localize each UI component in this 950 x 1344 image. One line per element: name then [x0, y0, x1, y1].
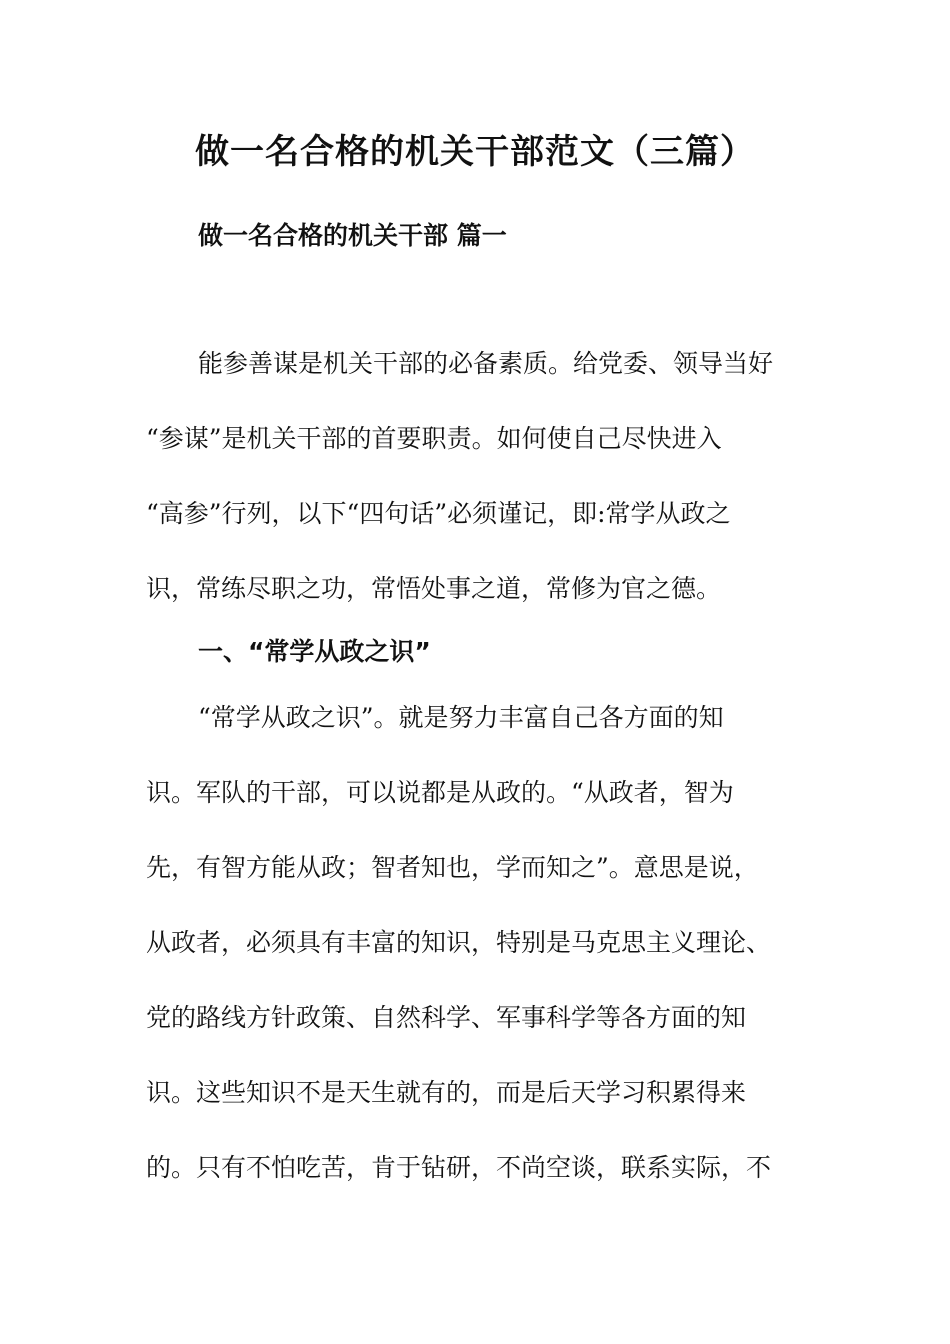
paragraph-line: 先，有智方能从政；智者知也，学而知之”。意思是说， — [146, 853, 759, 882]
paragraph-line: 的。只有不怕吃苦，肯于钻研，不尚空谈，联系实际，不 — [146, 1153, 772, 1182]
paragraph-line: “高参”行列，以下“四句话”必须谨记，即:常学从政之 — [146, 499, 731, 528]
paragraph-line: 能参善谋是机关干部的必备素质。给党委、领导当好 — [198, 349, 774, 378]
paragraph-line: 识。军队的干部，可以说都是从政的。“从政者，智为 — [146, 778, 734, 807]
paragraph-line: 从政者，必须具有丰富的知识，特别是马克思主义理论、 — [146, 928, 772, 957]
paragraph-line: 党的路线方针政策、自然科学、军事科学等各方面的知 — [146, 1003, 747, 1032]
paragraph-line: 识，常练尽职之功，常悟处事之道，常修为官之德。 — [146, 574, 722, 603]
section-heading: 做一名合格的机关干部 篇一 — [198, 221, 507, 250]
subheading: 一、“常学从政之识” — [198, 637, 431, 666]
paragraph-line: “参谋”是机关干部的首要职责。如何使自己尽快进入 — [146, 424, 722, 453]
document-title: 做一名合格的机关干部范文（三篇） — [195, 132, 755, 172]
paragraph-line: 识。这些知识不是天生就有的，而是后天学习积累得来 — [146, 1078, 747, 1107]
paragraph-line: “常学从政之识”。就是努力丰富自己各方面的知 — [198, 703, 724, 732]
